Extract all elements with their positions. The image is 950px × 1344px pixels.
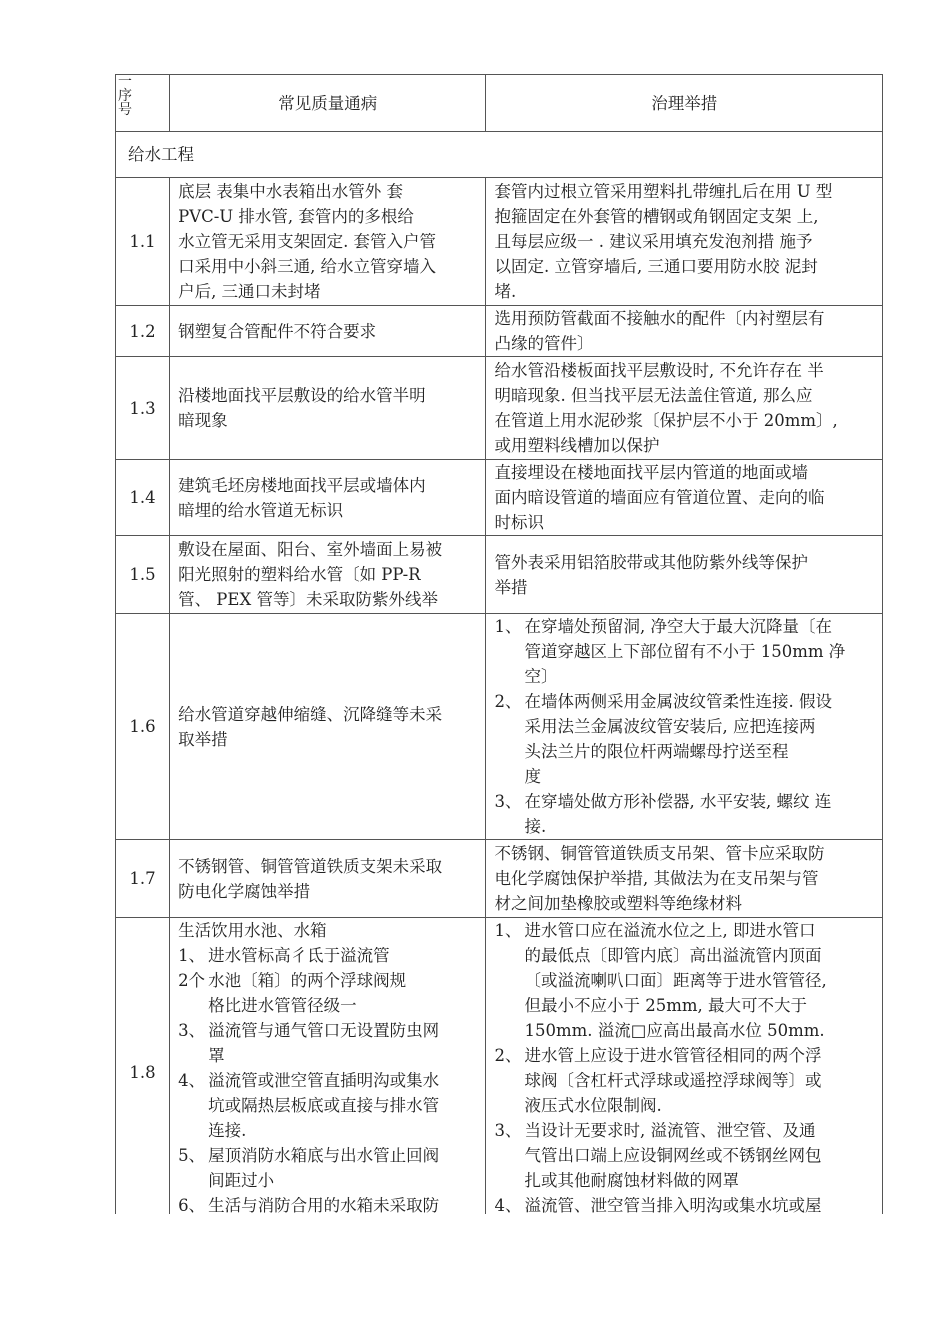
problem-cell: 钢塑复合管配件不符合要求 — [170, 306, 486, 357]
row-number: 1.1 — [116, 178, 170, 306]
row-number: 1.3 — [116, 357, 170, 460]
table-row — [116, 306, 883, 357]
row-number: 1.4 — [116, 460, 170, 536]
problem-cell: 敷设在屋面、阳台、室外墙面上易被 阳光照射的塑料给水管〔如 PP-R 管、 PEX 管等〕未采取防紫外线举 — [170, 536, 486, 614]
list-item: 1、 进水管口应在溢流水位之上, 即进水管口 的最低点〔即管内底〕高出溢流管内顶面 〔或溢流喇叭口面〕距离等于进水管管径, 但最小不应小于 25mm, 最大可不大于 150mm. 溢流□应高出最高水位 50mm. — [494, 921, 827, 1040]
list-item: 4、 溢流管或泄空管直插明沟或集水 坑或隔热层板底或直接与排水管 连接. — [178, 1071, 440, 1140]
problem-cell: 沿楼地面找平层敷设的给水管半明 暗现象 — [170, 357, 486, 460]
row-number: 1.2 — [116, 306, 170, 357]
table-row — [116, 460, 883, 536]
index-header: 一 序 号 — [116, 75, 170, 132]
problem-cell: 建筑毛坯房楼地面找平层或墙体内 暗埋的给水管道无标识 — [170, 460, 486, 536]
measure-cell — [486, 614, 883, 840]
table-row — [116, 536, 883, 614]
table-row — [116, 840, 883, 918]
row-number: 1.5 — [116, 536, 170, 614]
table-row — [116, 357, 883, 460]
measure-header: 治理举措 — [486, 75, 883, 132]
measure-cell: 套管内过根立管采用塑料扎带缠扎后在用 U 型 抱箍固定在外套管的槽钢或角钢固定支架 上, 且每层应级一 . 建议采用填充发泡剂措 施予 以固定. 立管穿墙后, 三通口要用防水胶 泥封 堵. — [486, 178, 883, 306]
list-item: 2、 进水管上应设于进水管管径相同的两个浮 球阀〔含杠杆式浮球或遥控浮球阀等〕或 液压式水位限制阀. — [494, 1046, 822, 1115]
measure-cell — [486, 918, 883, 1215]
document-page — [115, 74, 883, 1214]
header-row — [116, 75, 883, 132]
table-row — [116, 918, 883, 1215]
list-item: 1、 进水管标高彳氐于溢流管 — [178, 946, 390, 965]
quality-table — [115, 74, 883, 1214]
row-number: 1.8 — [116, 918, 170, 1215]
list-item: 3、 溢流管与通气管口无设置防虫网 罩 — [178, 1021, 440, 1065]
list-item: 5、 屋顶消防水箱底与出水管止回阀 间距过小 — [178, 1146, 440, 1190]
problem-list — [178, 943, 485, 1214]
measure-cell: 给水管沿楼板面找平层敷设时, 不允许存在 半 明暗现象. 但当找平层无法盖住管道, 那么应 在管道上用水泥砂浆〔保护层不小于 20mm〕, 或用塑料线槽加以保护 — [486, 357, 883, 460]
measure-cell: 直接埋设在楼地面找平层内管道的地面或墙 面内暗设管道的墙面应有管道位置、走向的临 时标识 — [486, 460, 883, 536]
table-row — [116, 614, 883, 840]
measure-list — [494, 614, 882, 839]
list-item: 1、 在穿墙处预留洞, 净空大于最大沉降量〔在 管道穿越区上下部位留有不小于 150mm 净 空〕 — [494, 617, 846, 686]
measure-cell: 选用预防管截面不接触水的配件〔内衬塑层有 凸缘的管件〕 — [486, 306, 883, 357]
section-row — [116, 132, 883, 178]
list-item: 2、 在墙体两侧采用金属波纹管柔性连接. 假设 采用法兰金属波纹管安装后, 应把连接两 头法兰片的限位杆两端螺母拧送至程 度 — [494, 692, 832, 786]
list-item: 3、 当设计无要求时, 溢流管、泄空管、及通 气管出口端上应设铜网丝或不锈钢丝网包 扎或其他耐腐蚀材料做的网罩 — [494, 1121, 822, 1190]
problem-cell: 不锈钢管、铜管管道铁质支架未采取 防电化学腐蚀举措 — [170, 840, 486, 918]
list-item: 4、 溢流管、泄空管当排入明沟或集水坑或屋 — [494, 1196, 822, 1214]
measure-list — [494, 918, 882, 1214]
section-title: 给水工程 — [116, 132, 883, 178]
row-number: 1.6 — [116, 614, 170, 840]
list-item: 2个 水池〔箱〕的两个浮球阀规 格比进水管管径级一 — [178, 971, 407, 1015]
list-item: 3、 在穿墙处做方形补偿器, 水平安装, 螺纹 连 接. — [494, 792, 832, 836]
problem-cell: 给水管道穿越伸缩缝、沉降缝等未采 取举措 — [170, 614, 486, 840]
problem-cell: 底层 表集中水表箱出水管外 套 PVC-U 排水管, 套管内的多根给 水立管无采用支架固定. 套管入户管 口采用中小斜三通, 给水立管穿墙入 户后, 三通口未封堵 — [170, 178, 486, 306]
row-number: 1.7 — [116, 840, 170, 918]
problem-cell: 生活饮用水池、水箱 1、 进水管标高彳氐于溢流管 2个 水池〔箱〕的两个浮球阀规 格比进水管管径级一 3、 溢流管与通气管口无设置防虫网 罩 4、 溢流管或泄空管直插明沟或集水 坑或隔热层板底或直接与排水管 连接. 5、 屋顶消防水箱底与出水管止回阀 间距过小 6、 生活与消防合用的水箱未采取防 — [170, 918, 486, 1215]
measure-cell: 管外表采用铝箔胶带或其他防紫外线等保护 举措 — [486, 536, 883, 614]
measure-cell: 不锈钢、铜管管道铁质支吊架、管卡应采取防 电化学腐蚀保护举措, 其做法为在支吊架与管 材之间加垫橡胶或塑料等绝缘材料 — [486, 840, 883, 918]
problem-header: 常见质量通病 — [170, 75, 486, 132]
list-item: 6、 生活与消防合用的水箱未采取防 — [178, 1196, 440, 1214]
table-row — [116, 178, 883, 306]
